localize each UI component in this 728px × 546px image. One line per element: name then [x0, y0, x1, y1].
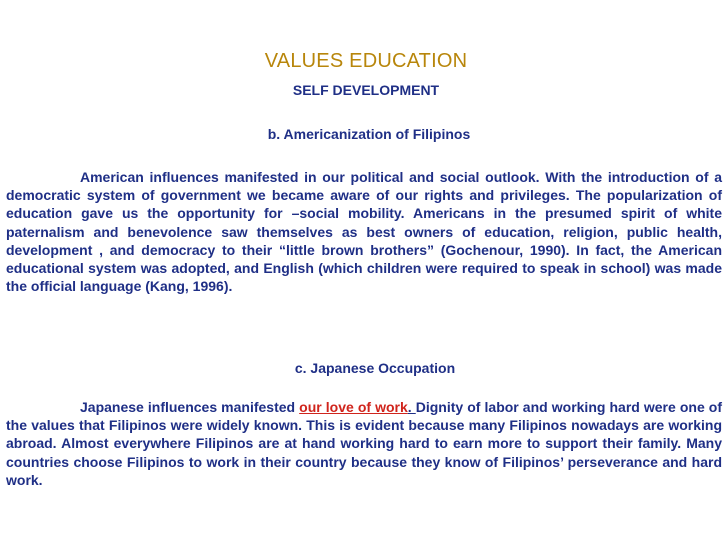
highlighted-phrase: our love of work — [299, 399, 408, 415]
slide-title: VALUES EDUCATION — [264, 50, 468, 72]
section-c-text-after: Dignity of labor and working hard were one of the values that Filipinos were widely known. This is evident because many Filipinos nowadays are working abroad. Almost everywhere Filipinos are at hand working hard to earn more to support their family. Many countries choose Filipinos to work in their country because they know of Filipinos’ perseverance and hard work. — [6, 399, 723, 488]
section-c-heading: c. Japanese Occupation — [294, 360, 456, 376]
highlight-punctuation: . — [407, 399, 416, 415]
section-b-heading: b. Americanization of Filipinos — [267, 126, 471, 142]
section-c-paragraph — [6, 398, 722, 489]
section-c-text-before: Japanese influences manifested — [80, 399, 300, 415]
slide-subtitle: SELF DEVELOPMENT — [292, 82, 440, 98]
section-b-paragraph: American influences manifested in our political and social outlook. With the introduction of a democratic system of government we became aware of our rights and privileges. The popularization of education gave us the opportunity for –social mobility. Americans in the presumed spirit of white paternalism and benevolence saw themselves as best owners of education, religion, public health, development , and democracy to their “little brown brothers” (Gochenour, 1990). In fact, the American educational system was adopted, and English (which children were required to speak in school) was made the official language (Kang, 1996). — [6, 169, 722, 295]
